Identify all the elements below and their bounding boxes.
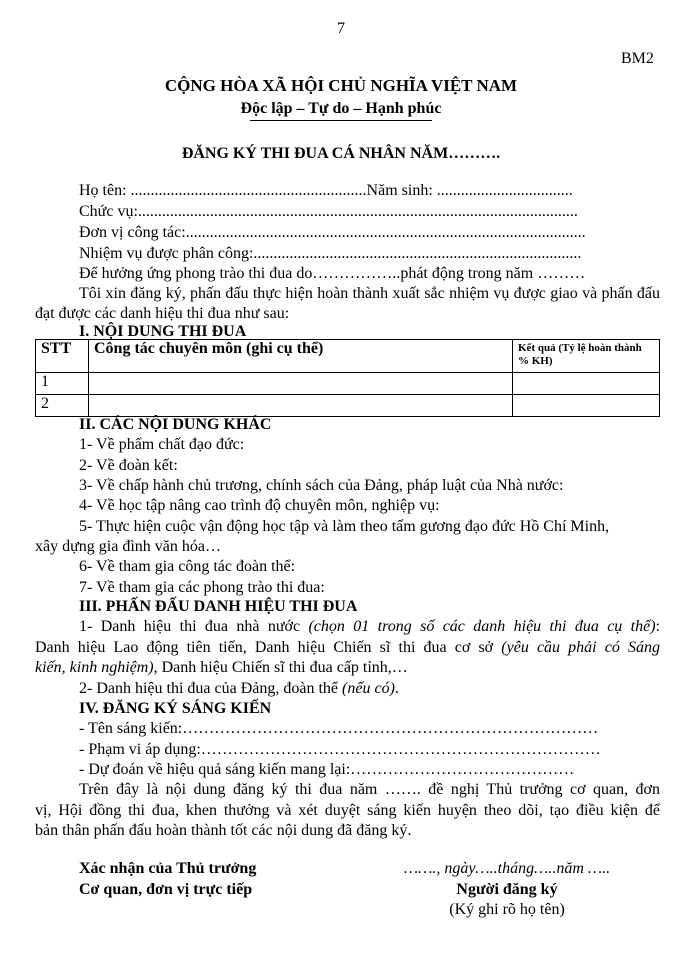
registrant-label: Người đăng ký bbox=[456, 881, 558, 898]
field-position: Chức vụ:.............................................................................................................. bbox=[79, 203, 578, 220]
item1-line3-note: kiến, kinh nghiệm) bbox=[35, 659, 154, 676]
table-row bbox=[36, 373, 660, 395]
section2-item: 7- Về tham gia các phong trào thi đua: bbox=[79, 579, 325, 596]
contest-table bbox=[35, 339, 660, 417]
col-stt: STT bbox=[36, 340, 89, 373]
cell-result bbox=[513, 395, 660, 417]
closing-line: bản thân phấn đấu hoàn thành tốt các nội dung đã đăng ký. bbox=[35, 822, 412, 839]
section4-item: - Dự đoán về hiệu quả sáng kiến mang lại:…………………………………… bbox=[79, 761, 575, 778]
table-row bbox=[36, 395, 660, 417]
table-header-row bbox=[36, 340, 660, 373]
item2-note: (nếu có) bbox=[342, 680, 395, 697]
field-movement: Để hưởng ứng phong trào thi đua do……………..phát động trong năm ……… bbox=[79, 265, 586, 282]
intro-paragraph: Tôi xin đăng ký, phấn đấu thực hiện hoàn thành xuất sắc nhiệm vụ được giao và phấn đấu đạt được các danh hiệu thi đua như sau: bbox=[35, 285, 660, 322]
section2-item: 3- Về chấp hành chủ trương, chính sách của Đảng, pháp luật của Nhà nước: bbox=[79, 477, 564, 494]
section3-item2 bbox=[79, 679, 399, 699]
supervisor-unit-label: Cơ quan, đơn vị trực tiếp bbox=[79, 881, 253, 898]
section4-heading: IV. ĐĂNG KÝ SÁNG KIẾN bbox=[79, 700, 272, 717]
item1-line3-suffix: , Danh hiệu Chiến sĩ thi đua cấp tỉnh,… bbox=[153, 659, 408, 676]
form-title: ĐĂNG KÝ THI ĐUA CÁ NHÂN NĂM………. bbox=[181, 145, 501, 162]
section2-item: 6- Về tham gia công tác đoàn thể: bbox=[79, 558, 296, 575]
section3-item1-line2 bbox=[35, 638, 660, 658]
section2-heading: II. CÁC NỘI DUNG KHÁC bbox=[79, 416, 272, 433]
nation-header: CỘNG HÒA XÃ HỘI CHỦ NGHĨA VIỆT NAM bbox=[164, 76, 518, 95]
section4-item: - Tên sáng kiến:…………………………………………………………………… bbox=[79, 720, 599, 737]
cell-result bbox=[513, 373, 660, 395]
col-result: Kết quả (Tỷ lệ hoàn thành % KH) bbox=[513, 340, 660, 373]
col-task: Công tác chuyên môn (ghi cụ thể) bbox=[89, 340, 513, 373]
section2-item: 2- Về đoàn kết: bbox=[79, 457, 178, 474]
sign-note: (Ký ghi rõ họ tên) bbox=[449, 901, 565, 918]
page-number: 7 bbox=[337, 20, 345, 37]
cell-stt: 2 bbox=[36, 395, 89, 417]
item1-note: (chọn 01 trong số các danh hiệu thi đua cụ thể) bbox=[308, 618, 656, 635]
section3-item1-line3 bbox=[35, 658, 408, 678]
item1-colon: : bbox=[655, 618, 660, 635]
section3-heading: III. PHẤN ĐẤU DANH HIỆU THI ĐUA bbox=[79, 598, 358, 615]
date-line: ……., ngày…..tháng…..năm ….. bbox=[403, 860, 611, 877]
section2-item: xây dựng gia đình văn hóa… bbox=[35, 538, 221, 555]
field-unit: Đơn vị công tác:.................................................................................................... bbox=[79, 224, 586, 241]
form-code: BM2 bbox=[621, 50, 654, 67]
section3-item1 bbox=[79, 617, 660, 637]
item1-line2-prefix: Danh hiệu Lao động tiên tiến, Danh hiệu Chiến sĩ thi đua cơ sở bbox=[35, 639, 502, 656]
supervisor-confirm-label: Xác nhận của Thủ trưởng bbox=[79, 860, 257, 877]
field-name: Họ tên: ...........................................................Năm sinh: .................................. bbox=[79, 182, 573, 199]
item2-prefix: 2- Danh hiệu thi đua của Đảng, đoàn thể bbox=[79, 680, 343, 697]
section4-item: - Phạm vi áp dụng:………………………………………………………………… bbox=[79, 741, 601, 758]
section2-item: 5- Thực hiện cuộc vận động học tập và làm theo tấm gương đạo đức Hồ Chí Minh, bbox=[79, 518, 610, 535]
motto-underline bbox=[250, 120, 432, 121]
cell-task bbox=[89, 373, 513, 395]
section1-heading: I. NỘI DUNG THI ĐUA bbox=[79, 323, 247, 340]
item2-suffix: . bbox=[394, 680, 399, 697]
cell-stt: 1 bbox=[36, 373, 89, 395]
cell-task bbox=[89, 395, 513, 417]
closing-line: Trên đây là nội dung đăng ký thi đua năm ……. đề nghị Thủ trưởng cơ quan, đơn bbox=[79, 781, 660, 798]
section2-item: 1- Về phẩm chất đạo đức: bbox=[79, 436, 245, 453]
item1-prefix: 1- Danh hiệu thi đua nhà nước bbox=[79, 618, 309, 635]
closing-line: vị, Hội đồng thi đua, khen thưởng và xét duyệt sáng kiến huyện theo dõi, tạo điều kiện để bbox=[35, 802, 660, 819]
item1-line2-note: (yêu cầu phải có Sáng bbox=[501, 639, 660, 656]
motto: Độc lập – Tự do – Hạnh phúc bbox=[240, 100, 442, 117]
section2-item: 4- Về học tập nâng cao trình độ chuyên môn, nghiệp vụ: bbox=[79, 497, 440, 514]
field-task: Nhiệm vụ được phân công:.................................................................................. bbox=[79, 245, 582, 262]
